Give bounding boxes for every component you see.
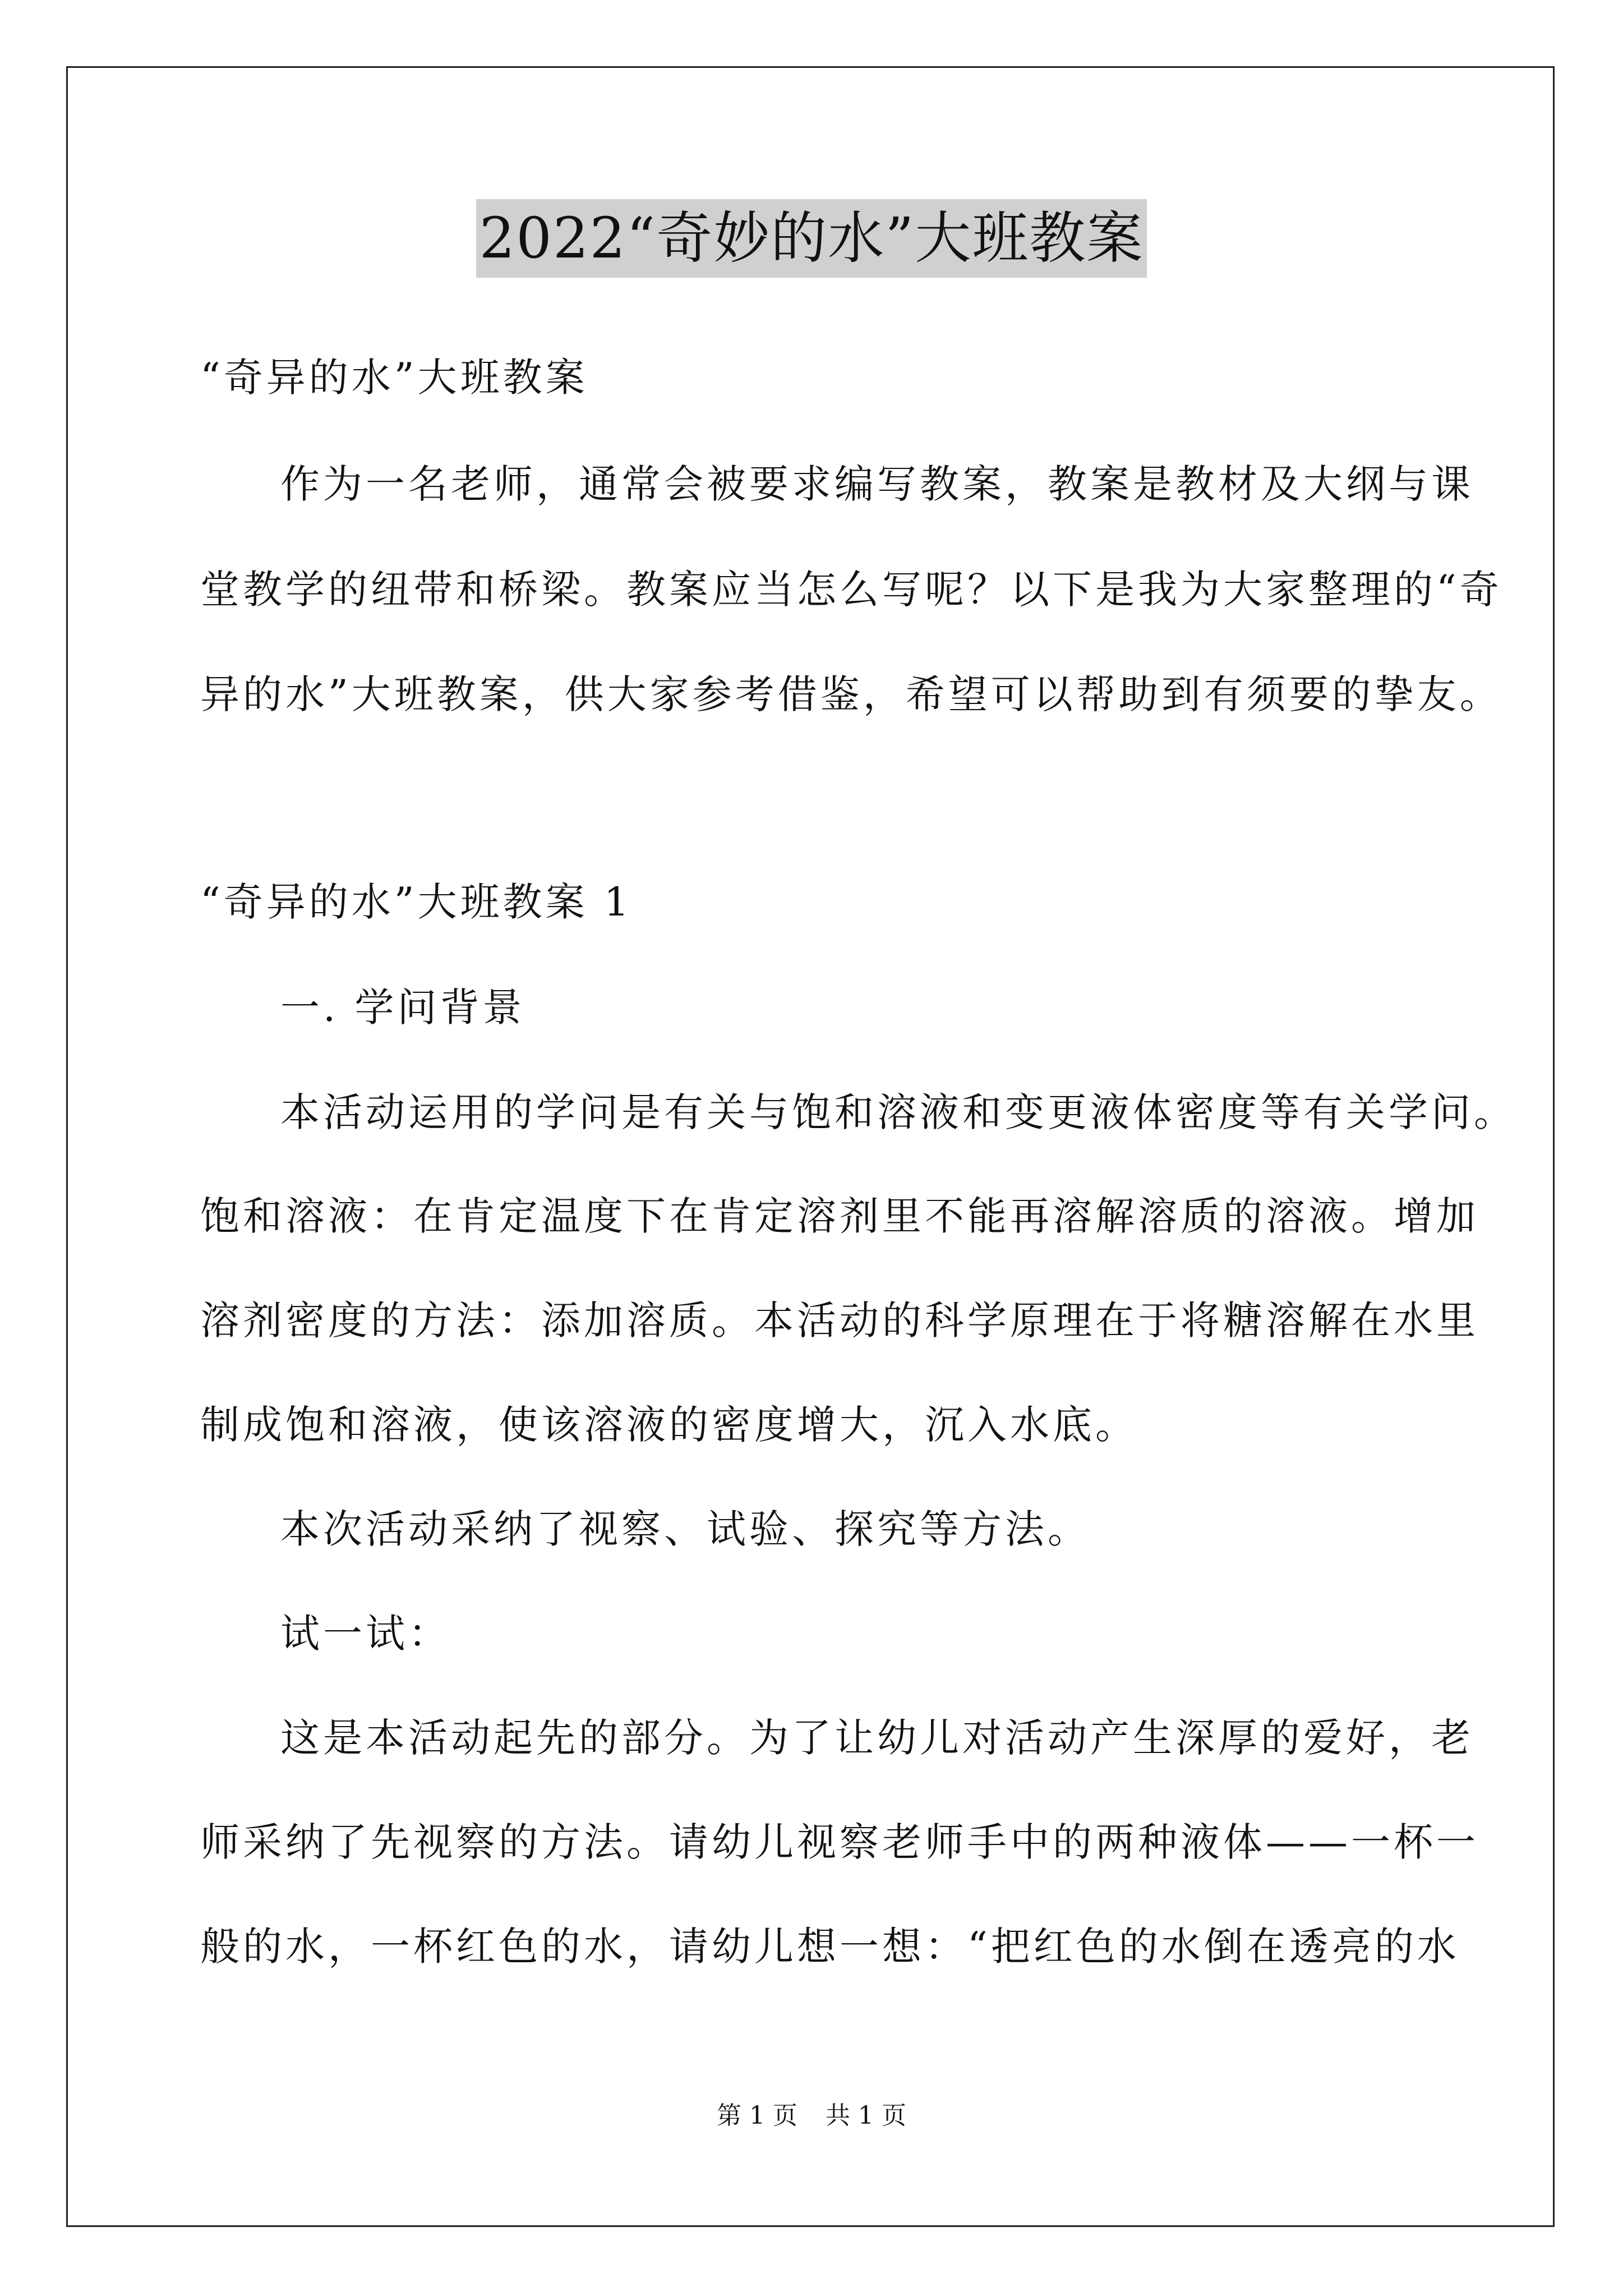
section-heading: “奇异的水”大班教案 1 — [200, 879, 633, 925]
paragraph-line: 师采纳了先视察的方法。请幼儿视察老师手中的两种液体——一杯一 — [200, 1819, 1479, 1865]
paragraph-line: 本活动运用的学问是有关与饱和溶液和变更液体密度等有关学问。 — [280, 1089, 1516, 1135]
paragraph-line: 般的水，一杯红色的水，请幼儿想一想：“把红色的水倒在透亮的水 — [200, 1924, 1460, 1970]
document-title: 2022“奇妙的水”大班教案 — [476, 199, 1147, 278]
subheading: “奇异的水”大班教案 — [200, 355, 588, 401]
paragraph-line: 饱和溶液：在肯定温度下在肯定溶剂里不能再溶解溶质的溶液。增加 — [200, 1193, 1479, 1239]
paragraph-line: 制成饱和溶液，使该溶液的密度增大，沉入水底。 — [200, 1402, 1138, 1448]
paragraph-line: 试一试： — [280, 1611, 451, 1657]
paragraph-line: 溶剂密度的方法：添加溶质。本活动的科学原理在于将糖溶解在水里 — [200, 1297, 1479, 1343]
subsection-heading: 一. 学问背景 — [280, 984, 525, 1030]
title-container — [0, 199, 1623, 278]
paragraph-line: 本次活动采纳了视察、试验、探究等方法。 — [280, 1506, 1090, 1552]
page-total: 共 1 页 — [826, 2101, 906, 2130]
intro-line: 异的水”大班教案，供大家参考借鉴，希望可以帮助到有须要的挚友。 — [200, 671, 1502, 717]
intro-line: 作为一名老师，通常会被要求编写教案，教案是教材及大纲与课 — [280, 461, 1474, 507]
page-number: 第 1 页 — [717, 2101, 797, 2130]
page-footer — [0, 2099, 1623, 2133]
paragraph-line: 这是本活动起先的部分。为了让幼儿对活动产生深厚的爱好，老 — [280, 1715, 1474, 1761]
intro-line: 堂教学的纽带和桥梁。教案应当怎么写呢？以下是我为大家整理的“奇 — [200, 567, 1502, 613]
